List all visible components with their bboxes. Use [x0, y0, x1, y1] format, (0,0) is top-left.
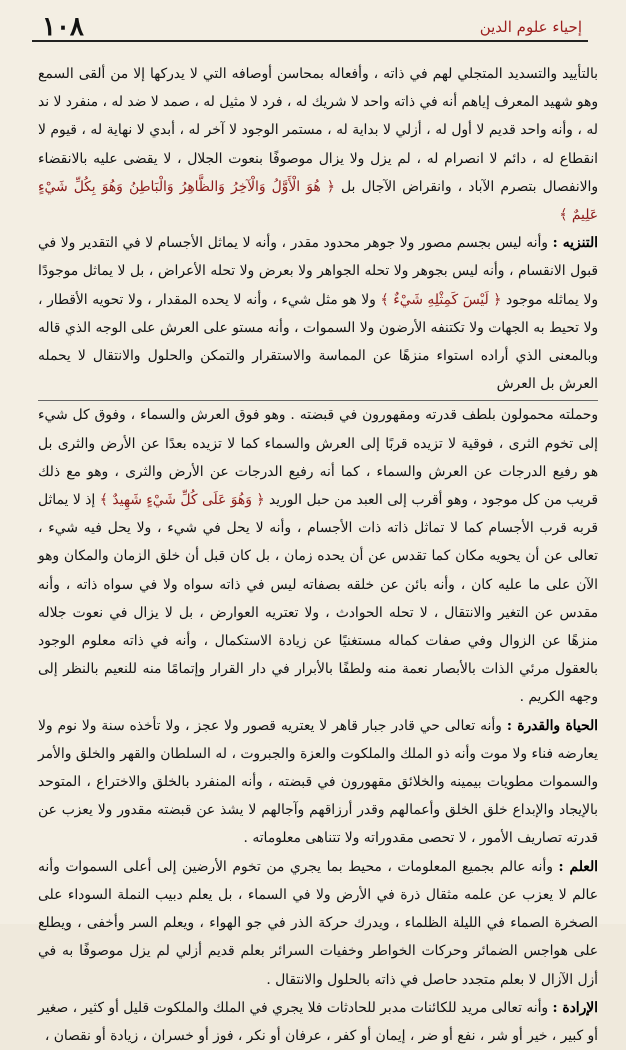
paragraph-text: وأنه عالم بجميع المعلومات ، محيط بما يجري من تخوم الأرضين إلى أعلى السموات وأنه عالم لا يعزب عن علمه مثقال ذرة في الأرض ولا في السماء ، بل يعلم دبيب النملة السوداء على الصخرة الصماء في الليلة الظلماء ، ويدرك حركة الذر في جو الهواء ، ويعلم السر وأخفى ، ويطلع على هواجس الضمائر وحركات الخواطر وخفيات السرائر بعلم قديم أزلي لم يزل موصوفًا به في أزل الآزال لا بعلم متجدد حاصل في ذاته بالحلول والانتقال .: [38, 858, 598, 988]
paragraph-text: وأنه تعالى حي قادر جبار قاهر لا يعتريه قصور ولا عجز ، ولا تأخذه سنة ولا نوم ولا يعارضه فناء ولا موت وأنه ذو الملك والملكوت والعزة والجبروت ، له السلطان والقهر والخلق والأمر والسموات مطويات بيمينه والخلائق مقهورون في قبضته ، وأنه المنفرد بالخلق والاختراع ، المتوحد بالإيجاد والإبداع خلق الخلق وأعمالهم وقدر أرزاقهم وآجالهم لا يشذ عن قبضته مقدور ولا يعزب عن قدرته تصاريف الأمور ، لا تحصى مقدوراته ولا تتناهى معلوماته .: [38, 717, 598, 847]
quran-verse: ﴿ وَهُوَ عَلَى كُلِّ شَيْءٍ شَهِيدٌ ﴾: [99, 492, 265, 509]
paragraph-attributes: [38, 60, 598, 229]
paragraph-text: بالتأييد والتسديد المتجلي لهم في ذاته ، وأفعاله بمحاسن أوصافه التي لا يدركها إلا من ألقى السمع وهو شهيد المعرف إياهم أنه في ذاته واحد لا شريك له ، فرد لا مثيل له ، صمد لا ضد له ، منفرد لا ند له ، وأنه واحد قديم لا أول له ، أزلي لا بداية له ، مستمر الوجود لا آخر له ، أبدي لا نهاية له ، قيوم لا انقطاع له ، دائم لا انصرام له ، لم يزل ولا يزال موصوفًا بنعوت الجلال ، لا يقضى عليه بالانقضاء والانفصال بتصرم الآباد ، وانقراض الآجال بل: [38, 66, 599, 195]
paragraph-will: [38, 994, 598, 1050]
quran-verse: ﴿ هُوَ الْأَوَّلُ وَالْآخِرُ وَالظَّاهِرُ وَالْبَاطِنُ وَهُوَ بِكُلِّ شَيْءٍ عَلِيمٌ ﴾: [38, 178, 598, 224]
paragraph-text: وأنه ليس بجسم مصور ولا جوهر محدود مقدر ، وأنه لا يماثل الأجسام لا في التقدير ولا في قبول الانقسام ، وأنه ليس بجوهر ولا تحله الجواهر ولا بعرض ولا تحله الأعراض ، بل لا يماثل موجودًا ولا يماثله موجود: [38, 235, 598, 308]
page-header: [32, 6, 588, 46]
paragraph-text: وأنه تعالى مريد للكائنات مدبر للحادثات فلا يجري في الملك والملكوت قليل أو كثير ، صغير أو كبير ، خير أو شر ، نفع أو ضر ، إيمان أو كفر ، عرفان أو نكر ، فوز أو خسران ، زيادة أو نقصان ،: [38, 999, 598, 1044]
paragraph-tanzih: [38, 229, 598, 398]
header-rule: [32, 40, 588, 42]
quran-verse: ﴿ لَيْسَ كَمِثْلِهِ شَيْءٌ ﴾: [380, 291, 502, 308]
section-heading: التنزيه :: [552, 235, 599, 252]
section-heading: الحياة والقدرة :: [506, 717, 598, 734]
running-title: إحياء علوم الدين: [479, 18, 582, 36]
section-heading: الإرادة :: [552, 999, 598, 1016]
paragraph-text: وحملته محمولون بلطف قدرته ومقهورون في قبضته . وهو فوق العرش والسماء ، وفوق كل شيء إلى تخوم الثرى ، فوقية لا تزيده قربًا إلى العرش والسماء كما لا تزيده بعدًا عن الأرض والثرى بل هو رفيع الدرجات عن العرش والسماء ، كما أنه رفيع الدرجات عن الأرض والثرى ، وهو مع ذلك قريب من كل موجود ، وهو أقرب إلى العبد من حبل الوريد: [38, 407, 598, 509]
page-number: ١٠٨: [42, 12, 84, 42]
paragraph-text: ولا هو مثل شيء ، وأنه لا يحده المقدار ، ولا تحويه الأقطار ، ولا تحيط به الجهات ولا تكتنفه الأرضون ولا السموات ، وأنه مستو على العرش على الوجه الذي قاله وبالمعنى الذي أراده استواء منزهًا عن المماسة والاستقرار والتمكن والحلول والانتقال لا يحمله العرش بل العرش: [38, 291, 598, 393]
paragraph-life-power: [38, 712, 598, 853]
paragraph-knowledge: [38, 853, 598, 994]
page-body: [38, 60, 598, 1050]
paragraph-tanzih-continued: [38, 401, 598, 711]
paragraph-text: إذ لا يماثل قربه قرب الأجسام كما لا تماثل ذاته ذات الأجسام ، وأنه لا يحل في شيء ، ولا يحل فيه شيء ، تعالى عن أن يحويه مكان كما تقدس عن أن يحده زمان ، بل كان قبل أن خلق الزمان والمكان وهو الآن على ما عليه كان ، وأنه بائن عن خلقه بصفاته ليس في ذاته سواه ولا في سواه ذاته ، وأنه مقدس عن التغير والانتقال ، لا تحله الحوادث ، ولا تعتريه العوارض ، بل لا يزال في نعوت جلاله منزهًا عن الزوال وفي صفات كماله مستغنيًا عن زيادة الاستكمال ، وأنه في ذاته معلوم الوجود بالعقول مرئي الذات بالأبصار نعمة منه ولطفًا بالأبرار في دار القرار وإتمامًا منه للنعيم بالنظر إلى وجهه الكريم .: [38, 492, 598, 706]
section-heading: العلم :: [558, 858, 598, 875]
